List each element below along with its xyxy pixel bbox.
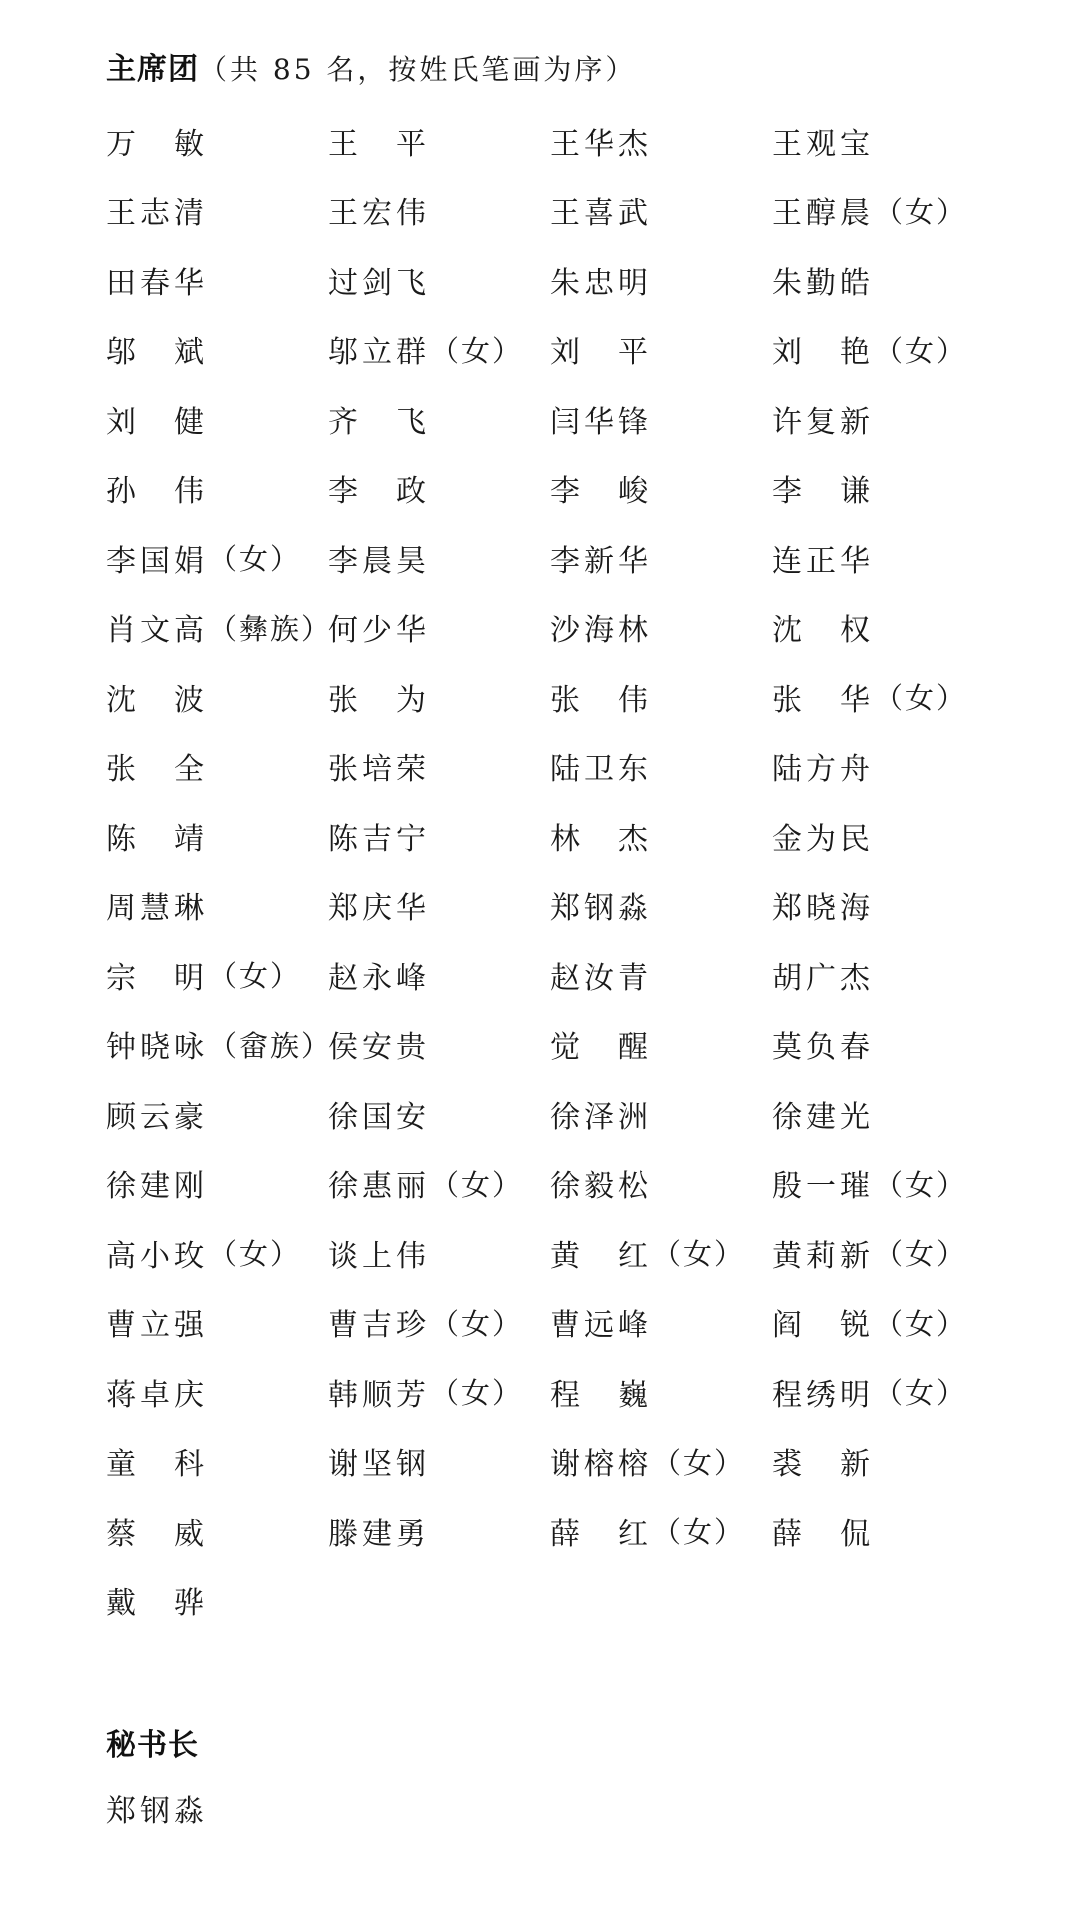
member-entry — [328, 523, 550, 593]
member-name: 沙海林 — [550, 613, 652, 649]
member-entry — [772, 1010, 1006, 1080]
member-entry — [772, 1079, 1006, 1149]
member-name: 侯安贵 — [328, 1030, 430, 1066]
member-entry — [106, 662, 328, 732]
member-name: 曹远峰 — [550, 1308, 652, 1344]
member-entry — [106, 1496, 328, 1566]
member-entry — [106, 732, 328, 802]
member-name: 高小玫 — [106, 1238, 208, 1274]
secretary-general-name: 郑钢淼 — [106, 1794, 208, 1829]
member-entry — [772, 871, 1006, 941]
member-entry — [550, 245, 772, 315]
member-entry — [106, 1218, 328, 1288]
member-entry — [328, 245, 550, 315]
member-name: 王观宝 — [772, 126, 874, 162]
member-entry — [550, 454, 772, 524]
member-name: 李新华 — [550, 543, 652, 579]
member-note: （女） — [874, 1237, 968, 1272]
member-entry — [328, 1357, 550, 1427]
member-entry — [328, 454, 550, 524]
member-name: 田春华 — [106, 265, 208, 301]
member-entry — [772, 732, 1006, 802]
member-name: 蔡 威 — [106, 1516, 208, 1552]
member-name: 赵汝青 — [550, 960, 652, 996]
member-name: 王 平 — [328, 126, 430, 162]
member-name: 陈吉宁 — [328, 821, 430, 857]
member-name: 觉 醒 — [550, 1030, 652, 1066]
member-entry — [328, 940, 550, 1010]
member-entry — [550, 1357, 772, 1427]
secretary-general-heading — [106, 1720, 199, 1764]
member-entry — [106, 1288, 328, 1358]
member-entry — [550, 593, 772, 663]
member-name: 郑晓海 — [772, 891, 874, 927]
member-entry — [772, 384, 1006, 454]
member-entry — [772, 593, 1006, 663]
member-entry — [106, 315, 328, 385]
member-name: 李晨昊 — [328, 543, 430, 579]
member-entry — [550, 662, 772, 732]
member-name: 徐建刚 — [106, 1169, 208, 1205]
member-entry — [328, 801, 550, 871]
member-note: （女） — [208, 1237, 302, 1272]
member-entry — [106, 176, 328, 246]
member-name: 赵永峰 — [328, 960, 430, 996]
member-entry — [106, 1149, 328, 1219]
member-name: 刘 健 — [106, 404, 208, 440]
member-name: 阎 锐 — [772, 1308, 874, 1344]
member-note: （女） — [430, 1376, 524, 1411]
member-entry — [772, 1288, 1006, 1358]
member-name: 黄 红 — [550, 1238, 652, 1274]
member-entry — [772, 801, 1006, 871]
member-note: （女） — [874, 194, 968, 229]
presidium-heading — [106, 44, 636, 88]
member-entry — [550, 106, 772, 176]
member-entry — [328, 732, 550, 802]
member-name: 王醇晨 — [772, 196, 874, 232]
member-entry — [550, 801, 772, 871]
member-name: 谢坚钢 — [328, 1447, 430, 1483]
member-note: （女） — [430, 1167, 524, 1202]
member-entry — [106, 384, 328, 454]
member-name: 程绣明 — [772, 1377, 874, 1413]
member-entry — [772, 940, 1006, 1010]
member-name: 顾云豪 — [106, 1099, 208, 1135]
member-name: 戴 骅 — [106, 1586, 208, 1622]
member-name: 李 政 — [328, 474, 430, 510]
member-entry — [550, 1010, 772, 1080]
member-name: 王喜武 — [550, 196, 652, 232]
member-entry — [328, 384, 550, 454]
member-name: 朱忠明 — [550, 265, 652, 301]
member-name: 何少华 — [328, 613, 430, 649]
member-name: 万 敏 — [106, 126, 208, 162]
member-name: 金为民 — [772, 821, 874, 857]
member-entry — [328, 1427, 550, 1497]
member-entry — [772, 1218, 1006, 1288]
member-name: 肖文高 — [106, 613, 208, 649]
member-name: 郑钢淼 — [550, 891, 652, 927]
member-entry — [106, 593, 333, 663]
member-entry — [106, 940, 328, 1010]
member-entry — [328, 1288, 550, 1358]
member-name: 陆方舟 — [772, 752, 874, 788]
member-name: 林 杰 — [550, 821, 652, 857]
member-name: 王宏伟 — [328, 196, 430, 232]
member-entry — [772, 523, 1006, 593]
presidium-note: （共 85 名，按姓氏笔画为序） — [199, 53, 637, 86]
member-note: （女） — [430, 333, 524, 368]
member-name: 周慧琳 — [106, 891, 208, 927]
member-name: 张培荣 — [328, 752, 430, 788]
member-name: 韩顺芳 — [328, 1377, 430, 1413]
member-note: （彝族） — [208, 611, 333, 646]
member-entry — [328, 593, 550, 663]
member-name: 徐国安 — [328, 1099, 430, 1135]
member-entry — [328, 662, 550, 732]
member-name: 孙 伟 — [106, 474, 208, 510]
member-note: （女） — [874, 1306, 968, 1341]
member-name: 曹立强 — [106, 1308, 208, 1344]
member-name: 朱勤皓 — [772, 265, 874, 301]
member-name: 曹吉珍 — [328, 1308, 430, 1344]
member-entry — [328, 106, 550, 176]
member-entry — [328, 176, 550, 246]
member-entry — [550, 1149, 772, 1219]
member-entry — [772, 106, 1006, 176]
member-entry — [550, 1218, 772, 1288]
member-entry — [328, 315, 550, 385]
member-name: 蒋卓庆 — [106, 1377, 208, 1413]
member-entry — [328, 1079, 550, 1149]
member-entry — [550, 315, 772, 385]
member-name: 程 巍 — [550, 1377, 652, 1413]
member-name: 过剑飞 — [328, 265, 430, 301]
member-entry — [106, 1010, 333, 1080]
member-name: 许复新 — [772, 404, 874, 440]
member-name: 刘 平 — [550, 335, 652, 371]
member-name: 沈 波 — [106, 682, 208, 718]
member-name: 郑庆华 — [328, 891, 430, 927]
member-entry — [106, 1079, 328, 1149]
member-note: （女） — [874, 1376, 968, 1411]
member-note: （女） — [208, 542, 302, 577]
member-name: 胡广杰 — [772, 960, 874, 996]
member-name: 李国娟 — [106, 543, 208, 579]
member-entry — [106, 1427, 328, 1497]
member-name: 王华杰 — [550, 126, 652, 162]
member-name: 张 华 — [772, 682, 874, 718]
presidium-title: 主席团 — [106, 52, 199, 87]
member-entry — [772, 1149, 1006, 1219]
member-entry — [550, 1079, 772, 1149]
member-name: 莫负春 — [772, 1030, 874, 1066]
member-note: （女） — [208, 959, 302, 994]
member-entry — [550, 940, 772, 1010]
member-entry — [772, 454, 1006, 524]
member-note: （女） — [652, 1445, 746, 1480]
member-name: 徐惠丽 — [328, 1169, 430, 1205]
member-entry — [328, 1010, 550, 1080]
member-name: 邬 斌 — [106, 335, 208, 371]
member-entry — [772, 1357, 1006, 1427]
member-entry — [550, 871, 772, 941]
member-entry — [550, 384, 772, 454]
member-name: 王志清 — [106, 196, 208, 232]
member-name: 闫华锋 — [550, 404, 652, 440]
member-entry — [550, 1496, 772, 1566]
member-note: （女） — [874, 1167, 968, 1202]
member-note: （女） — [430, 1306, 524, 1341]
member-name: 黄莉新 — [772, 1238, 874, 1274]
member-entry — [106, 801, 328, 871]
secretary-general-title: 秘书长 — [106, 1728, 199, 1763]
member-entry — [106, 871, 328, 941]
member-name: 徐毅松 — [550, 1169, 652, 1205]
member-name: 齐 飞 — [328, 404, 430, 440]
member-name: 连正华 — [772, 543, 874, 579]
member-name: 宗 明 — [106, 960, 208, 996]
member-entry — [106, 1566, 328, 1636]
member-entry — [772, 245, 1006, 315]
member-note: （女） — [652, 1515, 746, 1550]
member-name: 邬立群 — [328, 335, 430, 371]
member-entry — [772, 1496, 1006, 1566]
member-entry — [550, 1288, 772, 1358]
member-entry — [328, 871, 550, 941]
member-entry — [772, 662, 1006, 732]
member-entry — [328, 1218, 550, 1288]
member-name: 陈 靖 — [106, 821, 208, 857]
member-entry — [106, 245, 328, 315]
member-name: 李 峻 — [550, 474, 652, 510]
member-name: 裘 新 — [772, 1447, 874, 1483]
member-entry — [772, 315, 1006, 385]
member-entry — [550, 1427, 772, 1497]
member-name: 张 为 — [328, 682, 430, 718]
member-name: 刘 艳 — [772, 335, 874, 371]
member-name: 张 全 — [106, 752, 208, 788]
member-name: 童 科 — [106, 1447, 208, 1483]
member-name: 徐泽洲 — [550, 1099, 652, 1135]
member-name: 徐建光 — [772, 1099, 874, 1135]
member-name: 殷一璀 — [772, 1169, 874, 1205]
member-note: （女） — [874, 681, 968, 716]
member-note: （女） — [874, 333, 968, 368]
member-entry — [550, 732, 772, 802]
member-entry — [772, 1427, 1006, 1497]
member-name: 钟晓咏 — [106, 1030, 208, 1066]
member-entry — [328, 1149, 550, 1219]
member-entry — [772, 176, 1006, 246]
member-entry — [106, 523, 328, 593]
member-entry — [106, 454, 328, 524]
member-entry — [328, 1496, 550, 1566]
member-name: 谈上伟 — [328, 1238, 430, 1274]
member-name: 谢榕榕 — [550, 1447, 652, 1483]
member-name: 薛 侃 — [772, 1516, 874, 1552]
member-entry — [106, 106, 328, 176]
member-entry — [550, 523, 772, 593]
member-name: 张 伟 — [550, 682, 652, 718]
member-name: 薛 红 — [550, 1516, 652, 1552]
presidium-member-list — [106, 106, 1006, 1635]
member-note: （畲族） — [208, 1028, 333, 1063]
member-entry — [550, 176, 772, 246]
member-note: （女） — [652, 1237, 746, 1272]
member-name: 李 谦 — [772, 474, 874, 510]
member-name: 沈 权 — [772, 613, 874, 649]
member-entry — [106, 1357, 328, 1427]
member-name: 滕建勇 — [328, 1516, 430, 1552]
member-name: 陆卫东 — [550, 752, 652, 788]
